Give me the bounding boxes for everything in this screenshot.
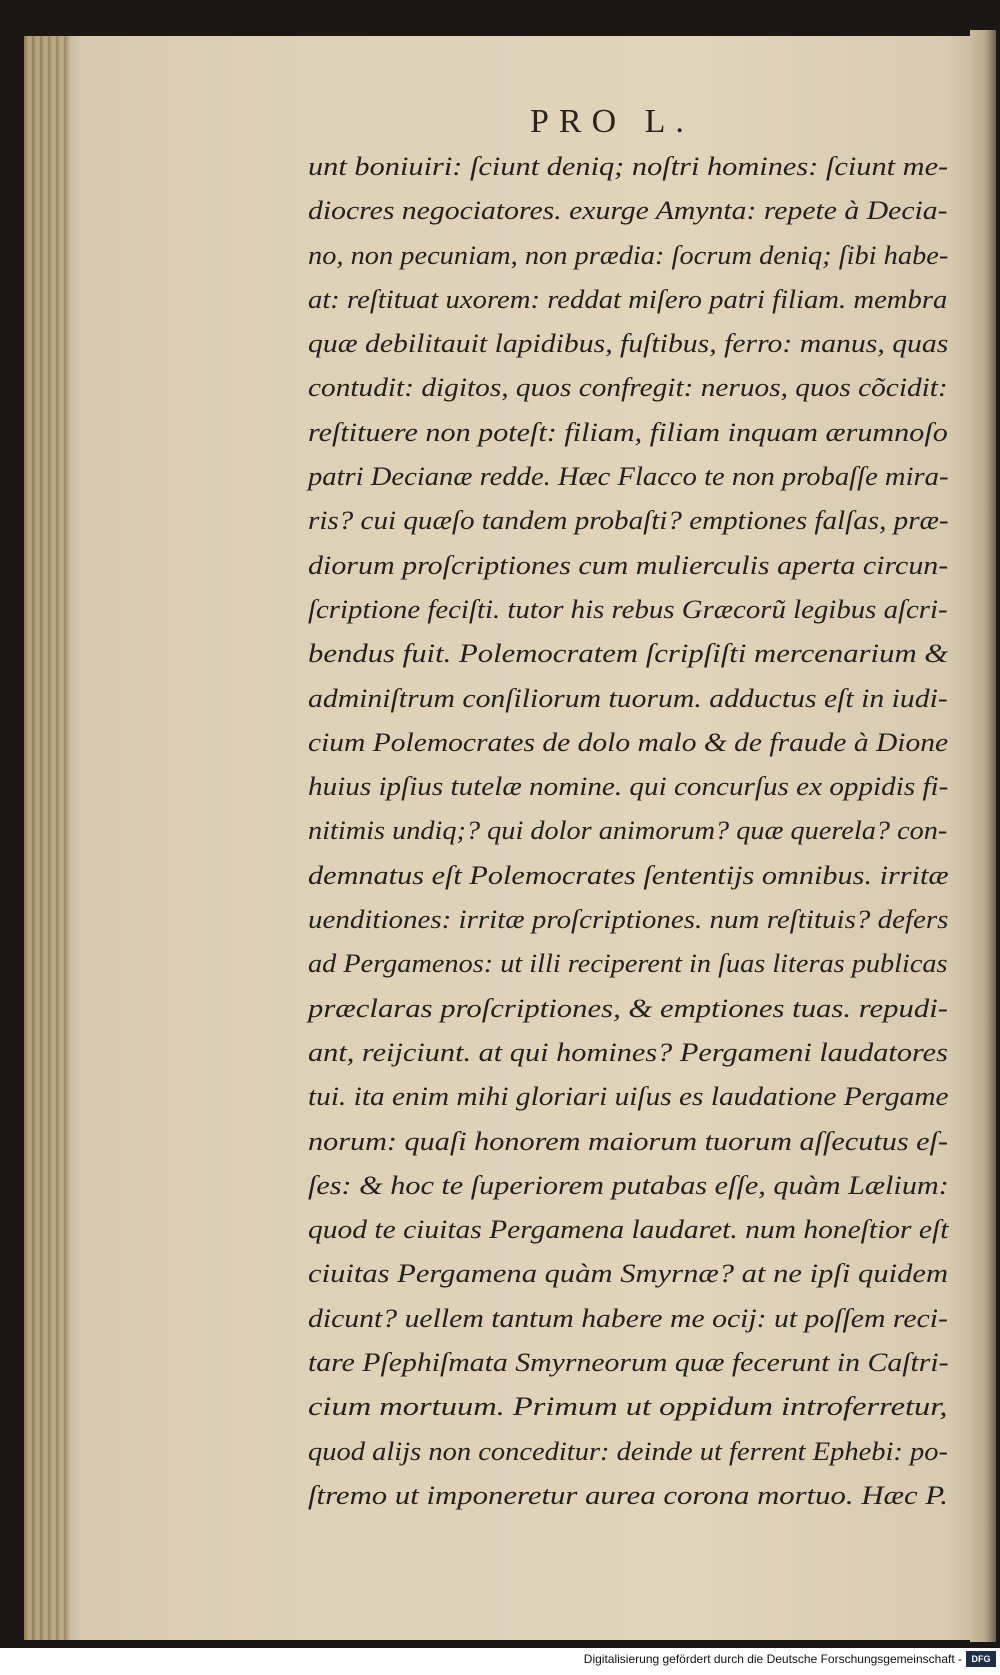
text-line: adminiſtrum conſiliorum tuorum. adductus eſt in iudi- bbox=[308, 683, 948, 713]
text-line: uenditiones: irritæ proſcriptiones. num reſtituis? defers bbox=[308, 905, 949, 935]
text-line: bendus fuit. Polemocratem ſcripſiſti mercenarium & bbox=[308, 639, 949, 669]
body-text bbox=[308, 145, 948, 1518]
text-line: ſes: & hoc te ſuperiorem putabas eſſe, quàm Lælium: bbox=[308, 1170, 949, 1200]
text-line: quæ debilitauit lapidibus, fuſtibus, ferro: manus, quas bbox=[308, 329, 949, 359]
text-line: dicunt? uellem tantum habere me ocij: ut poſſem reci- bbox=[308, 1303, 948, 1333]
text-line: diorum proſcriptiones cum mulierculis aperta circun- bbox=[308, 550, 949, 580]
text-line: huius ipſius tutelæ nomine. qui concurſus ex oppidis fi- bbox=[308, 772, 949, 802]
text-line: patri Decianæ redde. Hæc Flacco te non probaſſe mira- bbox=[308, 462, 949, 492]
text-line: no, non pecuniam, non prædia: ſocrum deniq; ſibi habe- bbox=[308, 240, 949, 270]
text-line: ris? cui quæſo tandem probaſti? emptiones falſas, præ- bbox=[308, 506, 949, 536]
text-line: demnatus eſt Polemocrates ſententijs omnibus. irritæ bbox=[308, 860, 949, 890]
text-line: tare Pſephiſmata Smyrneorum quæ fecerunt in Caſtri- bbox=[308, 1348, 949, 1378]
text-line: ciuitas Pergamena quàm Smyrnæ? at ne ipſi quidem bbox=[308, 1259, 949, 1289]
text-line: norum: quaſi honorem maiorum tuorum aſſecutus eſ- bbox=[308, 1126, 949, 1156]
text-line: cium Polemocrates de dolo malo & de fraude à Dione bbox=[308, 727, 949, 757]
footer-credit: Digitalisierung gefördert durch die Deutsche Forschungsgemeinschaft - bbox=[583, 1652, 962, 1666]
text-line: ant, reijciunt. at qui homines? Pergameni laudatores bbox=[308, 1037, 948, 1067]
text-line: præclaras proſcriptiones, & emptiones tuas. repudi- bbox=[308, 993, 948, 1023]
text-line: diocres negociatores. exurge Amynta: repete à Decia- bbox=[308, 196, 948, 226]
text-line: reſtituere non poteſt: filiam, filiam inquam ærumnoſo bbox=[308, 417, 948, 447]
text-line: quod te ciuitas Pergamena laudaret. num honeſtior eſt bbox=[308, 1215, 949, 1245]
page-fore-edge bbox=[24, 36, 70, 1640]
text-line: cium mortuum. Primum ut oppidum introferretur, bbox=[308, 1392, 948, 1422]
running-head: PRO L. bbox=[530, 103, 694, 140]
dfg-logo: DFG bbox=[966, 1651, 996, 1667]
text-line: quod alijs non conceditur: deinde ut ferrent Ephebi: po- bbox=[308, 1436, 948, 1466]
text-line: ad Pergamenos: ut illi reciperent in ſuas literas publicas bbox=[308, 949, 948, 979]
text-line: nitimis undiq;? qui dolor animorum? quæ querela? con- bbox=[308, 816, 948, 846]
text-line: ſtremo ut imponeretur aurea corona mortuo. Hæc P. bbox=[308, 1480, 948, 1510]
footer-bar bbox=[0, 1648, 1000, 1675]
text-line: at: reſtituat uxorem: reddat miſero patri filiam. membra bbox=[308, 284, 948, 314]
text-line: tui. ita enim mihi gloriari uiſus es laudatione Pergame bbox=[308, 1082, 949, 1112]
text-line: contudit: digitos, quos confregit: neruos, quos cõcidit: bbox=[308, 373, 948, 403]
text-line: unt boniuiri: ſciunt deniq; noſtri homines: ſciunt me- bbox=[308, 152, 949, 181]
text-line: ſcriptione feciſti. tutor his rebus Græcorũ legibus aſcri- bbox=[308, 594, 948, 624]
